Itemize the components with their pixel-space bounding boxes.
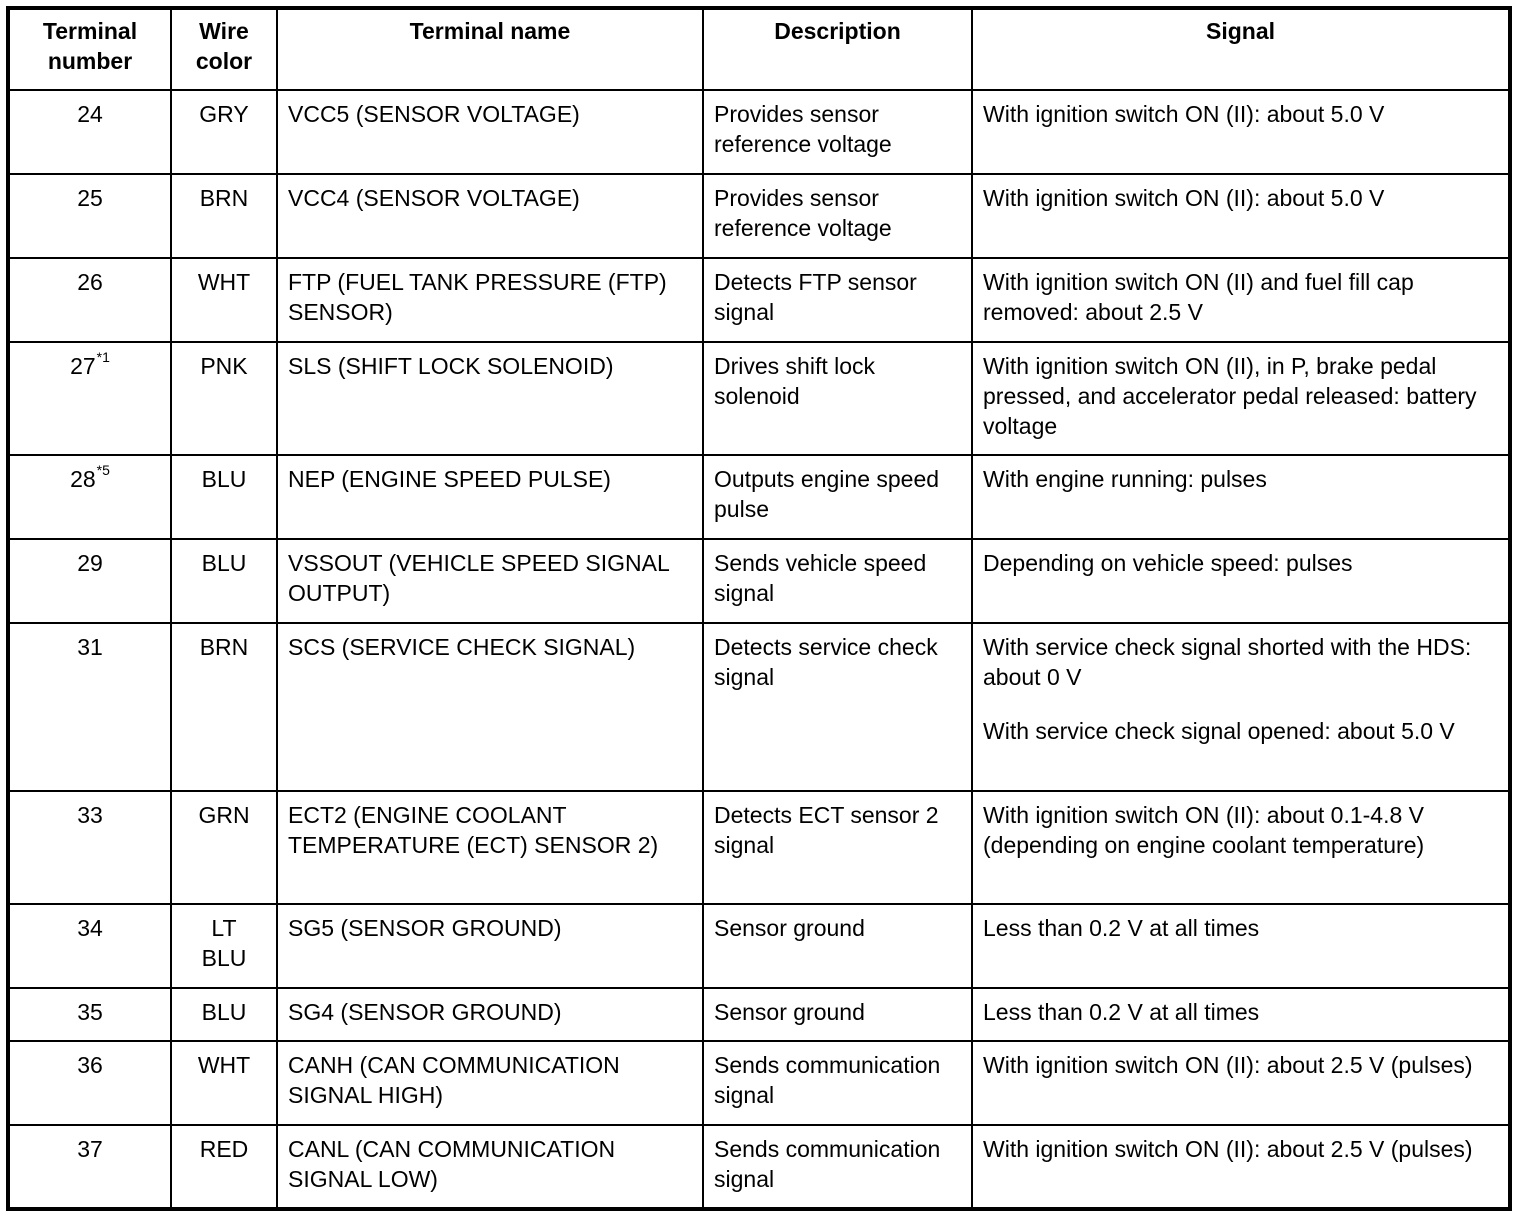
table-row [8, 1041, 1510, 1125]
signal-cell [972, 904, 1510, 988]
terminal-name: NEP (ENGINE SPEED PULSE) [277, 455, 703, 539]
signal-cell [972, 174, 1510, 258]
terminal-number-cell [8, 791, 171, 904]
table-row [8, 174, 1510, 258]
wire-color: BRN [199, 634, 249, 660]
signal-cell [972, 1125, 1510, 1209]
signal-text: With ignition switch ON (II): about 5.0 V [983, 185, 1385, 211]
header-row [8, 8, 1510, 90]
terminal-name: SCS (SERVICE CHECK SIGNAL) [277, 623, 703, 791]
table-row [8, 1125, 1510, 1209]
wire-color: WHT [197, 1052, 251, 1078]
terminal-description: Sensor ground [703, 988, 972, 1041]
header-terminal-name: Terminal name [277, 8, 703, 90]
wire-color: LT [211, 915, 237, 941]
signal-text: With ignition switch ON (II): about 5.0 V [983, 101, 1385, 127]
terminal-description: Detects ECT sensor 2 signal [703, 791, 972, 904]
table-row [8, 539, 1510, 623]
signal-text: With service check signal shorted with the HDS: about 0 V [983, 634, 1472, 690]
signal-text: With ignition switch ON (II), in P, brake pedal pressed, and accelerator pedal released: battery voltage [983, 353, 1477, 439]
terminal-number: 31 [77, 634, 103, 660]
terminal-number-cell [8, 455, 171, 539]
header-terminal-number: Terminal number [8, 8, 171, 90]
signal-cell [972, 90, 1510, 174]
terminal-number: 36 [77, 1052, 103, 1078]
signal-cell [972, 1041, 1510, 1125]
terminal-number-cell [8, 258, 171, 342]
terminal-description: Detects service check signal [703, 623, 972, 791]
terminal-number: 24 [77, 101, 103, 127]
signal-cell [972, 623, 1510, 791]
wire-color-cell [171, 1125, 277, 1209]
terminal-description: Sends communication signal [703, 1041, 972, 1125]
terminal-name: VCC5 (SENSOR VOLTAGE) [277, 90, 703, 174]
terminal-number: 27 [70, 353, 96, 379]
wire-color-cell [171, 539, 277, 623]
signal-text: With service check signal opened: about 5.0 V [983, 718, 1455, 744]
terminal-name: ECT2 (ENGINE COOLANT TEMPERATURE (ECT) SENSOR 2) [277, 791, 703, 904]
terminal-number-cell [8, 623, 171, 791]
terminal-name: VSSOUT (VEHICLE SPEED SIGNAL OUTPUT) [277, 539, 703, 623]
wire-color-cell [171, 174, 277, 258]
signal-cell [972, 258, 1510, 342]
wire-color: WHT [197, 269, 251, 295]
wire-color: BRN [199, 185, 249, 211]
terminal-name: SLS (SHIFT LOCK SOLENOID) [277, 342, 703, 455]
table-row [8, 342, 1510, 455]
terminal-name: VCC4 (SENSOR VOLTAGE) [277, 174, 703, 258]
table-row [8, 258, 1510, 342]
signal-cell [972, 342, 1510, 455]
wire-color: RED [199, 1136, 249, 1162]
terminal-number: 33 [77, 802, 103, 828]
wire-color-cell [171, 90, 277, 174]
signal-text: Depending on vehicle speed: pulses [983, 550, 1353, 576]
table-body [8, 90, 1510, 1209]
wire-color-cell [171, 455, 277, 539]
wire-color: PNK [200, 353, 248, 379]
terminal-number: 35 [77, 999, 103, 1025]
table-row [8, 988, 1510, 1041]
terminal-number: 29 [77, 550, 103, 576]
wire-color: GRY [199, 101, 249, 127]
signal-text: With ignition switch ON (II): about 2.5 V (pulses) [983, 1052, 1473, 1078]
signal-cell [972, 539, 1510, 623]
terminal-number-cell [8, 904, 171, 988]
terminal-number-cell [8, 1125, 171, 1209]
table-row [8, 791, 1510, 904]
terminal-description: Provides sensor reference voltage [703, 90, 972, 174]
wire-color-cell [171, 623, 277, 791]
terminal-number: 37 [77, 1136, 103, 1162]
wire-color-cell [171, 988, 277, 1041]
wire-color: BLU [201, 999, 247, 1025]
terminal-name: CANL (CAN COMMUNICATION SIGNAL LOW) [277, 1125, 703, 1209]
wire-color-cell [171, 791, 277, 904]
terminal-description: Detects FTP sensor signal [703, 258, 972, 342]
terminal-description: Drives shift lock solenoid [703, 342, 972, 455]
table-row [8, 90, 1510, 174]
header-signal: Signal [972, 8, 1510, 90]
wire-color-cell [171, 1041, 277, 1125]
terminal-name: CANH (CAN COMMUNICATION SIGNAL HIGH) [277, 1041, 703, 1125]
terminal-description: Sends vehicle speed signal [703, 539, 972, 623]
signal-text: With ignition switch ON (II): about 2.5 V (pulses) [983, 1136, 1473, 1162]
terminal-description: Provides sensor reference voltage [703, 174, 972, 258]
wire-color: BLU [201, 550, 247, 576]
footnote-marker: *5 [96, 462, 110, 479]
terminal-number: 34 [77, 915, 103, 941]
signal-text: With engine running: pulses [983, 466, 1267, 492]
signal-text: With ignition switch ON (II) and fuel fill cap removed: about 2.5 V [983, 269, 1414, 325]
wire-color-cell [171, 258, 277, 342]
wire-color: BLU [201, 466, 247, 492]
terminal-number-cell [8, 1041, 171, 1125]
wire-color-cell [171, 904, 277, 988]
terminal-name: SG5 (SENSOR GROUND) [277, 904, 703, 988]
table-row [8, 623, 1510, 791]
terminal-table [6, 6, 1512, 1211]
terminal-number-cell [8, 342, 171, 455]
terminal-number: 28 [70, 466, 96, 492]
header-description: Description [703, 8, 972, 90]
table-row [8, 455, 1510, 539]
signal-text: Less than 0.2 V at all times [983, 999, 1260, 1025]
terminal-description: Sends communication signal [703, 1125, 972, 1209]
terminal-number-cell [8, 539, 171, 623]
wire-color-cell [171, 342, 277, 455]
signal-cell [972, 791, 1510, 904]
signal-text: Less than 0.2 V at all times [983, 915, 1260, 941]
terminal-number-cell [8, 174, 171, 258]
terminal-description: Sensor ground [703, 904, 972, 988]
table-row [8, 904, 1510, 988]
terminal-number-cell [8, 90, 171, 174]
signal-cell [972, 455, 1510, 539]
wire-color: GRN [198, 802, 250, 828]
header-wire-color: Wire color [171, 8, 277, 90]
wire-color: BLU [201, 945, 247, 971]
terminal-number: 26 [77, 269, 103, 295]
terminal-name: FTP (FUEL TANK PRESSURE (FTP) SENSOR) [277, 258, 703, 342]
footnote-marker: *1 [96, 349, 110, 366]
terminal-number-cell [8, 988, 171, 1041]
signal-cell [972, 988, 1510, 1041]
terminal-description: Outputs engine speed pulse [703, 455, 972, 539]
terminal-name: SG4 (SENSOR GROUND) [277, 988, 703, 1041]
terminal-number: 25 [77, 185, 103, 211]
signal-text: With ignition switch ON (II): about 0.1-4.8 V (depending on engine coolant temperature) [983, 802, 1425, 858]
